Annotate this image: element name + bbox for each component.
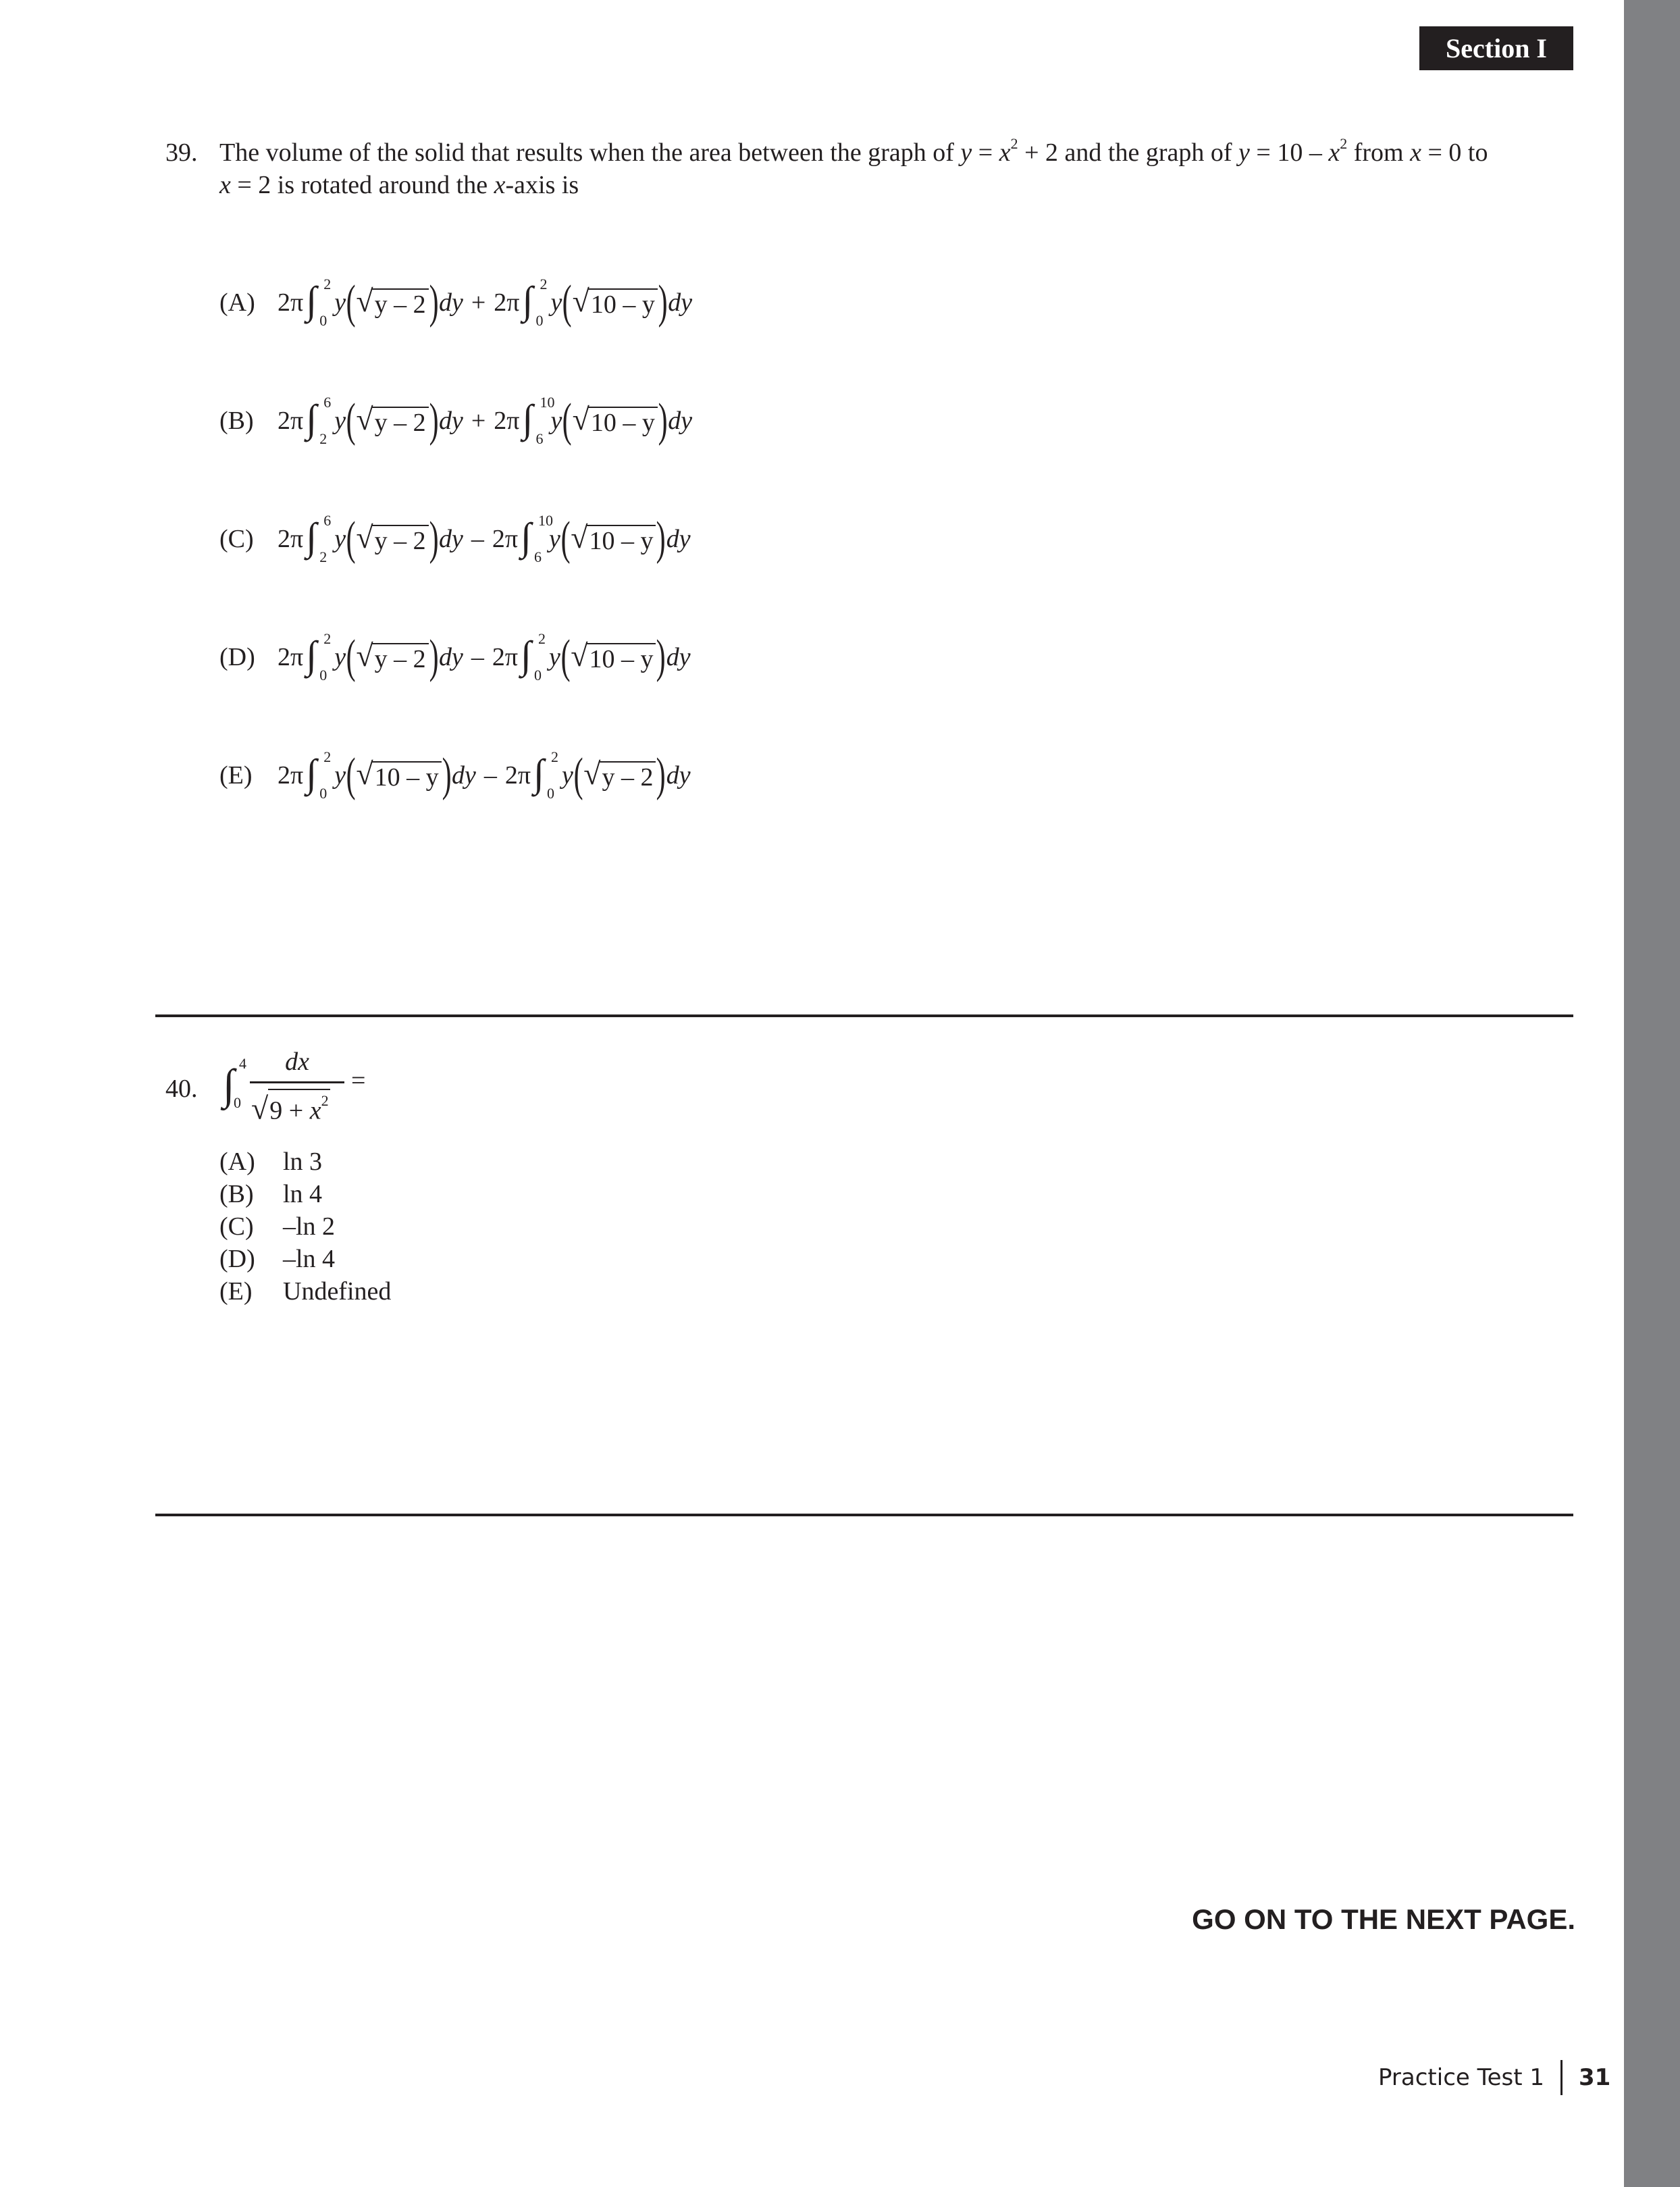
- choice-expression: 2π ∫ 2 0 y ( √ 10 – y ) dy – 2π ∫ 2 0 y ( √ y – 2 ) dy: [278, 748, 691, 802]
- question-39-stem-line-2: x = 2 is rotated around the x-axis is: [219, 171, 579, 199]
- question-39-choice-b[interactable]: [219, 394, 692, 448]
- page-edge-bar: [1624, 0, 1680, 2187]
- page-footer: [1378, 2060, 1610, 2095]
- question-40-choice-d[interactable]: (D) –ln 4: [219, 1245, 336, 1273]
- integral-sign: ∫ 10 6: [522, 394, 555, 447]
- question-40-choice-a[interactable]: (A) ln 3: [219, 1148, 323, 1176]
- integral-sign: ∫ 2 0: [533, 748, 558, 802]
- page-number: 31: [1579, 2064, 1611, 2091]
- choice-expression: 2π ∫ 2 0 y ( √ y – 2 ) dy + 2π ∫ 2 0 y ( √ 10 – y ) dy: [278, 276, 693, 329]
- question-40-choice-e[interactable]: (E) Undefined: [219, 1277, 392, 1306]
- sqrt-icon: √ 10 – y: [356, 758, 441, 792]
- choice-letter: (E): [219, 761, 253, 790]
- question-divider: [155, 1514, 1573, 1516]
- sqrt-icon: √ 10 – y: [573, 404, 658, 438]
- sqrt-icon: √: [251, 1091, 269, 1126]
- question-39-choice-a[interactable]: [219, 276, 692, 330]
- footer-label: Practice Test 1: [1378, 2064, 1545, 2091]
- question-40-choice-c[interactable]: (C) –ln 2: [219, 1212, 336, 1241]
- fraction-denominator: $√9 + x^2$: [251, 1089, 330, 1126]
- section-badge: [1419, 26, 1573, 70]
- choice-expression: 2π ∫ 6 2 y ( √ y – 2 ) dy + 2π ∫ 10 6 y ( √ 10 – y ) dy: [278, 394, 693, 447]
- choice-letter: (B): [219, 407, 254, 435]
- go-on-notice: GO ON TO THE NEXT PAGE.: [1192, 1903, 1575, 1935]
- integral-sign: ∫ 2 0: [521, 630, 546, 684]
- sqrt-icon: √ y – 2: [356, 286, 428, 319]
- integral-sign: ∫ 6 2: [306, 394, 332, 447]
- integral-sign: ∫ 6 2: [306, 512, 332, 565]
- choice-letter: (C): [219, 525, 254, 553]
- equals-sign: =: [351, 1066, 366, 1095]
- sqrt-icon: √ y – 2: [356, 404, 428, 438]
- integral-sign: ∫ 2 0: [306, 748, 332, 802]
- integral-upper-limit: 4: [239, 1055, 246, 1072]
- sqrt-icon: √ y – 2: [356, 522, 428, 556]
- sqrt-icon: √ 10 – y: [571, 522, 656, 556]
- question-40-choice-b[interactable]: (B) ln 4: [219, 1180, 323, 1208]
- question-39-choice-c[interactable]: [219, 512, 691, 566]
- choice-expression: 2π ∫ 2 0 y ( √ y – 2 ) dy – 2π ∫ 2 0 y ( √ 10 – y ) dy: [278, 630, 691, 684]
- sqrt-icon: √ y – 2: [583, 758, 656, 792]
- integral-lower-limit: 0: [234, 1094, 241, 1111]
- question-divider: [155, 1014, 1573, 1017]
- integral-sign: ∫ 2 0: [306, 276, 332, 329]
- question-39-stem-line-1: The volume of the solid that results when the area between the graph of $y = x^2 + 2$ and the graph of $y = 10 - x^2$ from x = 0 to: [219, 135, 1488, 167]
- choice-letter: (D): [219, 643, 255, 671]
- integral-sign: ∫ 4 0: [223, 1055, 246, 1111]
- choice-expression: 2π ∫ 6 2 y ( √ y – 2 ) dy – 2π ∫ 10 6 y ( √ 10 – y ) dy: [278, 512, 691, 565]
- section-label: Section I: [1446, 33, 1547, 63]
- question-40-number: 40.: [165, 1075, 198, 1103]
- question-39-choice-d[interactable]: [219, 630, 691, 684]
- question-39-choice-e[interactable]: [219, 748, 691, 802]
- sqrt-icon: √ 10 – y: [571, 640, 656, 674]
- sqrt-icon: √ y – 2: [356, 640, 428, 674]
- integral-sign: ∫ 2 0: [522, 276, 548, 329]
- question-39-number: 39.: [165, 138, 198, 167]
- fraction-numerator: dx: [285, 1048, 309, 1076]
- integral-sign: ∫ 2 0: [306, 630, 332, 684]
- choice-letter: (A): [219, 288, 255, 317]
- sqrt-icon: √ 10 – y: [573, 286, 658, 319]
- integral-sign: ∫ 10 6: [521, 512, 553, 565]
- footer-divider: [1560, 2060, 1563, 2095]
- fraction-bar: [250, 1081, 344, 1083]
